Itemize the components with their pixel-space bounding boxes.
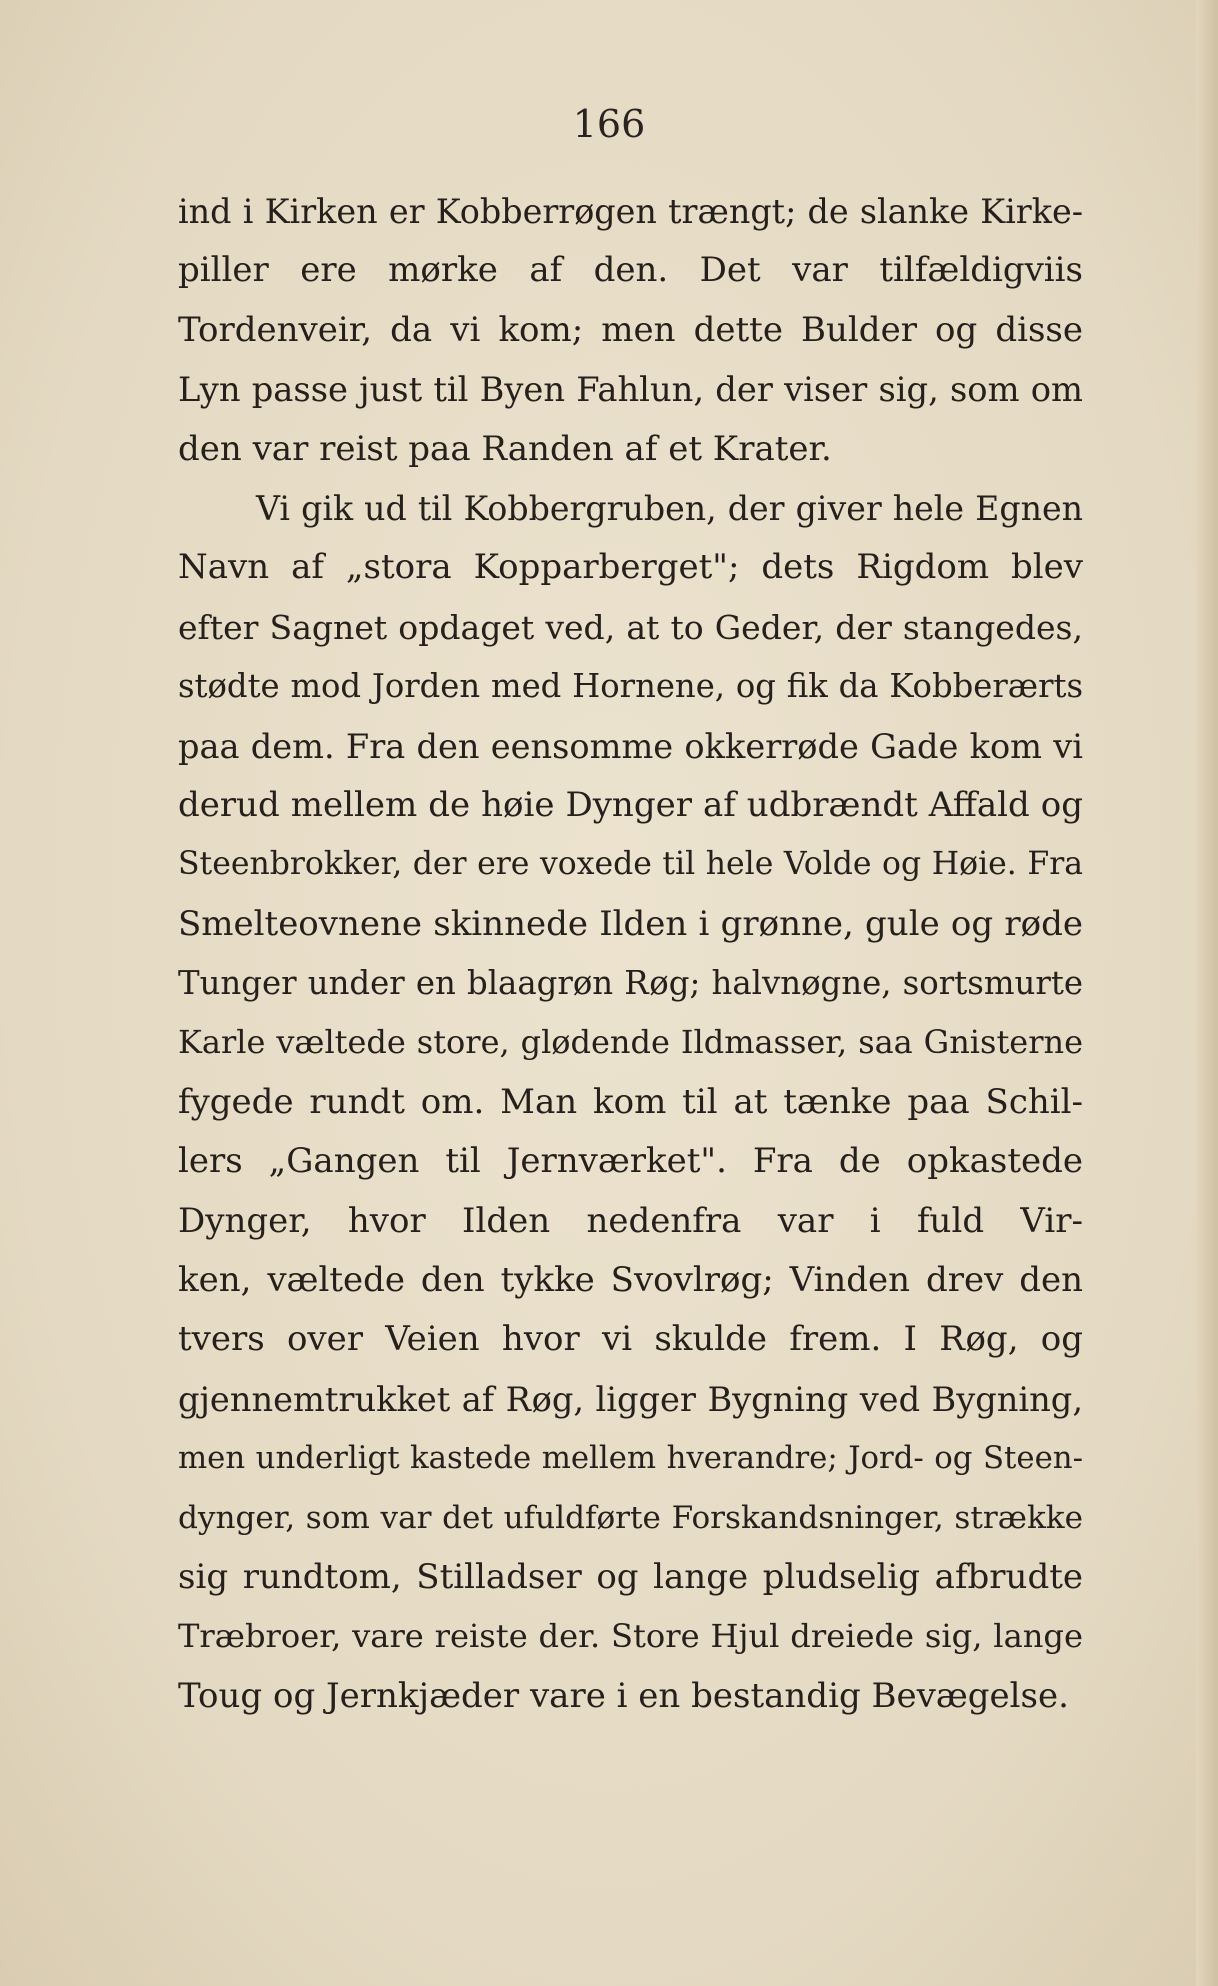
text-line: stødte mod Jorden med Hornene, og fik da Kobberærts	[178, 667, 1083, 706]
text-line: efter Sagnet opdaget ved, at to Geder, der stangedes,	[178, 607, 1083, 647]
text-line: Dynger, hvor Ilden nedenfra var i fuld Vir-	[178, 1200, 1083, 1241]
page-number: 166	[572, 102, 646, 146]
page-edge	[1196, 0, 1218, 1986]
text-line: lers „Gangen til Jernværket". Fra de opkastede	[178, 1141, 1083, 1182]
text-line: den var reist paa Randen af et Krater.	[178, 428, 832, 469]
text-line: Tunger under en blaagrøn Røg; halvnøgne, sortsmurte	[178, 964, 1083, 1003]
text-line: gjennemtrukket af Røg, ligger Bygning ved Bygning,	[178, 1379, 1083, 1419]
body-text	[178, 182, 1083, 1726]
text-line: Karle væltede store, glødende Ildmasser, saa Gnisterne	[178, 1023, 1083, 1062]
text-line: sig rundtom, Stilladser og lange pludselig afbrudte	[178, 1556, 1083, 1597]
text-line: Træbroer, vare reiste der. Store Hjul dreiede sig, lange	[178, 1617, 1083, 1656]
text-line: ken, væltede den tykke Svovlrøg; Vinden drev den	[178, 1260, 1083, 1301]
text-line: fygede rundt om. Man kom til at tænke paa Schil-	[178, 1081, 1083, 1122]
text-line: men underligt kastede mellem hverandre; Jord- og Steen-	[178, 1440, 1083, 1477]
text-line: piller ere mørke af den. Det var tilfældigviis	[178, 250, 1083, 291]
text-line: Navn af „stora Kopparberget"; dets Rigdom blev	[178, 547, 1083, 588]
text-line: Steenbrokker, der ere voxede til hele Volde og Høie. Fra	[178, 846, 1083, 883]
text-line: tvers over Veien hvor vi skulde frem. I Røg, og	[178, 1319, 1083, 1360]
text-line: Lyn passe just til Byen Fahlun, der viser sig, som om	[178, 370, 1083, 410]
text-line: Toug og Jernkjæder vare i en bestandig Bevægelse.	[178, 1675, 1069, 1716]
text-line: paa dem. Fra den eensomme okkerrøde Gade kom vi	[178, 726, 1083, 766]
text-line: Tordenveir, da vi kom; men dette Bulder og disse	[178, 309, 1083, 350]
text-line: ind i Kirken er Kobberrøgen trængt; de slanke Kirke-	[178, 192, 1083, 231]
text-line: Smelteovnene skinnede Ilden i grønne, gule og røde	[178, 903, 1083, 944]
text-line: dynger, som var det ufuldførte Forskandsninger, strække	[178, 1499, 1083, 1536]
text-line: derud mellem de høie Dynger af udbrændt Affald og	[178, 784, 1083, 825]
text-line: Vi gik ud til Kobbergruben, der giver hele Egnen	[256, 488, 1083, 528]
